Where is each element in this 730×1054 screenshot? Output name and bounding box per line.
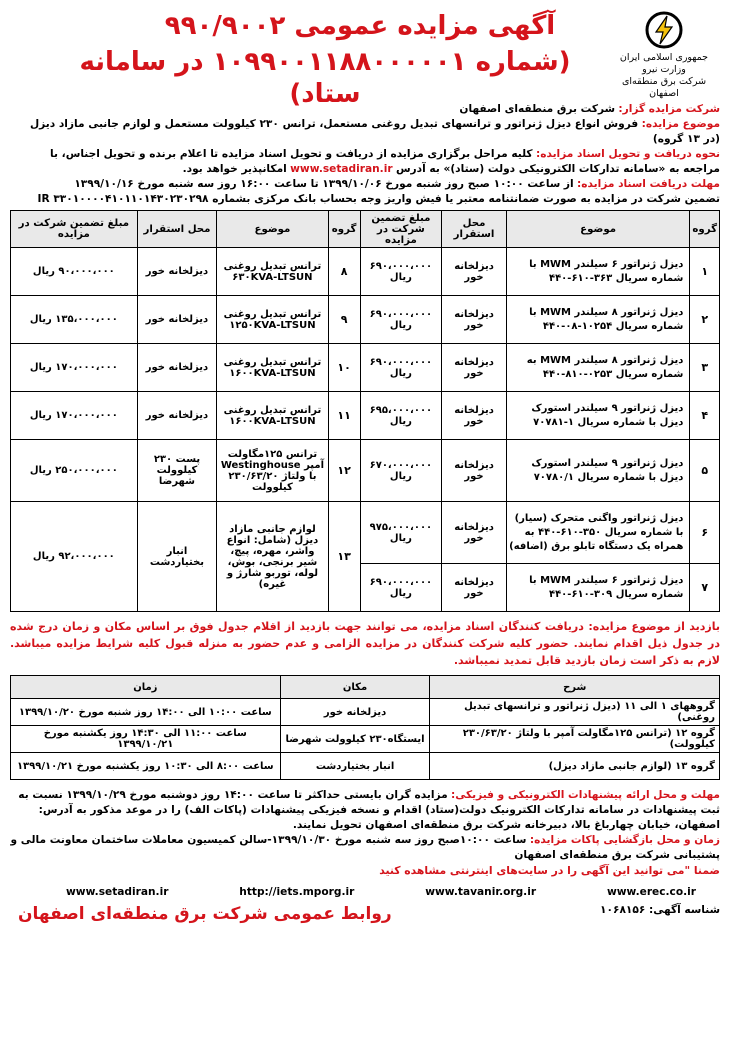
cell-subject: دیزل ژنراتور ۹ سیلندر استورک دیزل با شماره سریال ۱-۷۰۷۸۱ (506, 392, 690, 440)
cell-group: ۹ (328, 296, 360, 344)
cell-group: ۴ (690, 392, 720, 440)
visit-schedule-table (10, 675, 720, 780)
schedule-place: انبار بختیاردشت (280, 753, 430, 780)
cell-group: ۱۳ (328, 502, 360, 612)
internet-note: ضمنا "می توانید این آگهی را در سایت‌های اینترنتی مشاهده کنید (379, 864, 720, 877)
header-subject: موضوع (506, 211, 690, 248)
cell-amount: ۹۷۵،۰۰۰،۰۰۰ ریال (360, 502, 442, 564)
auction-notice (10, 10, 720, 924)
ad-number: شناسه آگهی: ۱۰۶۸۱۵۶ (600, 904, 720, 916)
cell-group: ۲ (690, 296, 720, 344)
subject-label: موضوع مزایده: (641, 118, 720, 130)
cell-amount: ۱۷۰،۰۰۰،۰۰۰ ریال (11, 344, 138, 392)
header-group: گروه (690, 211, 720, 248)
schedule-place: ایستگاه۲۳۰ کیلوولت شهرضا (280, 726, 430, 753)
opening-label: زمان و محل بازگشایی پاکات مزایده: (529, 834, 720, 846)
cell-subject: دیزل ژنراتور ۸ سیلندر MWM به شماره سریال ۰۲۵۳-۸۱۰-۴۴۰ (506, 344, 690, 392)
site-link-tavanir[interactable]: www.tavanir.org.ir (425, 886, 537, 898)
cell-subject: ترانس تبدیل روغنی ۱۶۰۰KVA-LTSUN (217, 344, 328, 392)
table-row (11, 502, 720, 564)
subject-text: فروش انواع دیزل ژنراتور و ترانسهای تبدیل روغنی مستعمل، ترانس ۲۳۰ کیلوولت مستعمل و لوازم جانبی مازاد دیزل (در ۱۳ گروه) (29, 118, 720, 145)
cell-group: ۱۰ (328, 344, 360, 392)
cell-amount: ۹۰،۰۰۰،۰۰۰ ریال (11, 248, 138, 296)
cell-location: دیزلخانه خور (442, 392, 507, 440)
header-location: محل استقرار (442, 211, 507, 248)
cell-subject: دیزل ژنراتور ۸ سیلندر MWM با شماره سریال ۱۰۲۵۴-۰۸-۴۴۰ (506, 296, 690, 344)
cell-amount: ۶۷۰،۰۰۰،۰۰۰ ریال (360, 440, 442, 502)
logo-line-2: وزارت نیرو (642, 64, 686, 75)
schedule-row (11, 699, 720, 726)
cell-location: دیزلخانه خور (137, 344, 217, 392)
schedule-header-time: زمان (11, 676, 281, 699)
cell-amount: ۲۵۰،۰۰۰،۰۰۰ ریال (11, 440, 138, 502)
cell-subject: دیزل ژنراتور ۶ سیلندر MWM با شماره سریال ۳۶۳-۶۱۰-۴۴۰ (506, 248, 690, 296)
cell-location: دیزلخانه خور (442, 248, 507, 296)
header-subject-2: موضوع (217, 211, 328, 248)
header-amount: مبلغ تضمین شرکت در مزایده (360, 211, 442, 248)
cell-location: پست ۲۳۰ کیلوولت شهرضا (137, 440, 217, 502)
cell-group: ۶ (690, 502, 720, 564)
cell-group: ۱۱ (328, 392, 360, 440)
table-row (11, 248, 720, 296)
schedule-time: ساعت ۱۰:۰۰ الی ۱۴:۰۰ روز شنبه مورخ ۱۳۹۹/۱۰/۲۰ (11, 699, 281, 726)
cell-subject: ترانس تبدیل روغنی ۶۳۰KVA-LTSUN (217, 248, 328, 296)
notice-subtitle: (شماره ۱۰۹۹۰۰۱۱۸۸۰۰۰۰۰۱ در سامانه ستاد) (79, 47, 571, 109)
deadline-text: از ساعت ۱۰:۰۰ صبح روز شنبه مورخ ۱۳۹۹/۱۰/۰۶ تا ساعت ۱۶:۰۰ روز سه شنبه مورخ ۱۳۹۹/۱۰/۱۶ (74, 178, 574, 190)
schedule-header-row (11, 676, 720, 699)
company-logo (612, 10, 716, 100)
schedule-place: دیزلخانه خور (280, 699, 430, 726)
company-name: شرکت برق منطقه‌ای اصفهان (459, 103, 616, 115)
schedule-time: ساعت ۸:۰۰ الی ۱۰:۳۰ روز یکشنبه مورخ ۱۳۹۹/۱۰/۲۱ (11, 753, 281, 780)
table-row (11, 344, 720, 392)
cell-amount: ۶۹۰،۰۰۰،۰۰۰ ریال (360, 564, 442, 612)
table-header-row (11, 211, 720, 248)
docs-end-text: امکانپذیر خواهد بود. (182, 163, 287, 175)
table-row (11, 440, 720, 502)
cell-subject: دیزل ژنراتور ۹ سیلندر استورک دیزل با شماره سریال ۷۰۷۸۰/۱ (506, 440, 690, 502)
cell-location: دیزلخانه خور (442, 564, 507, 612)
cell-subject: دیزل ژنراتور ۶ سیلندر MWM با شماره سریال ۳۰۹-۶۱۰-۴۴۰ (506, 564, 690, 612)
public-relations-signature: روابط عمومی شرکت برق منطقه‌ای اصفهان (18, 904, 392, 924)
site-link-setadiran[interactable]: www.setadiran.ir (66, 886, 169, 898)
company-label: شرکت مزایده گزار: (618, 103, 720, 115)
schedule-header-place: مکان (280, 676, 430, 699)
cell-group: ۵ (690, 440, 720, 502)
notice-info (10, 102, 720, 207)
cell-subject: دیزل ژنراتور واگنی متحرک (سیار) با شماره سریال ۳۵۰-۶۱۰-۴۴۰ به همراه یک دستگاه تابلو برق (اضافه) (506, 502, 690, 564)
cell-group: ۸ (328, 248, 360, 296)
header-location-2: محل استقرار (137, 211, 217, 248)
submit-text: مزایده گران بایستی حداکثر تا ساعت ۱۴:۰۰ روز دوشنبه مورخ ۱۳۹۹/۱۰/۲۹ نسبت به ثبت پیشنهادات در سامانه تدارکات الکترونیک دولت(ستاد) اقدام و نسخه فیزیکی پیشنهادات (پاکات الف) را در موعد مذکور به آدرس: اصفهان، خیابان چهارباغ بالا، دبیرخانه شرکت برق منطقه‌ای اصفهان تحویل نمایند. (18, 789, 720, 831)
logo-line-1: جمهوری اسلامی ایران (619, 52, 709, 63)
setad-link[interactable]: www.setadiran.ir (290, 163, 393, 175)
header-amount-2: مبلغ تضمین شرکت در مزایده (11, 211, 138, 248)
cell-location: دیزلخانه خور (442, 502, 507, 564)
cell-group: ۱۲ (328, 440, 360, 502)
submit-label: مهلت و محل ارائه پیشنهادات الکترونیکی و فیزیکی: (451, 789, 720, 801)
site-link-erec[interactable]: www.erec.co.ir (606, 886, 696, 898)
guarantee-text: تضمین شرکت در مزایده به صورت ضمانتنامه معتبر یا فیش واریز وجه بحساب بانک مرکزی بشماره IR ۳۳۰۱۰۰۰۰۴۱۰۱۱۰۱۴۳۰۲۳۰۲۹۸ (37, 193, 720, 205)
cell-subject: ترانس ۱۲۵مگاولت آمپر Westinghouse با ولتاژ ۲۳۰/۶۳/۲۰ کیلوولت (217, 440, 328, 502)
site-link-iets[interactable]: http://iets.mporg.ir (239, 886, 355, 898)
schedule-desc: گروه ۱۲ (ترانس ۱۲۵مگاولت آمپر با ولتاژ ۲۳۰/۶۳/۲۰ کیلوولت) (430, 726, 720, 753)
cell-location: دیزلخانه خور (137, 296, 217, 344)
schedule-header-desc: شرح (430, 676, 720, 699)
logo-line-3: شرکت برق منطقه‌ای اصفهان (621, 76, 707, 99)
cell-amount: ۶۹۵،۰۰۰،۰۰۰ ریال (360, 392, 442, 440)
cell-subject: ترانس تبدیل روغنی ۱۲۵۰KVA-LTSUN (217, 296, 328, 344)
schedule-row (11, 753, 720, 780)
header-group-2: گروه (328, 211, 360, 248)
cell-location: دیزلخانه خور (137, 248, 217, 296)
cell-location: دیزلخانه خور (442, 296, 507, 344)
notice-footer (10, 788, 720, 878)
schedule-desc: گروه ۱۳ (لوازم جانبی مازاد دیزل) (430, 753, 720, 780)
cell-amount: ۱۷۰،۰۰۰،۰۰۰ ریال (11, 392, 138, 440)
auction-items-table (10, 210, 720, 612)
cell-amount: ۶۹۰،۰۰۰،۰۰۰ ریال (360, 296, 442, 344)
cell-location: انبار بختیاردشت (137, 502, 217, 612)
schedule-time: ساعت ۱۱:۰۰ الی ۱۴:۳۰ روز یکشنبه مورخ ۱۳۹۹/۱۰/۲۱ (11, 726, 281, 753)
lightning-bolt-icon (644, 10, 684, 50)
cell-subject: لوازم جانبی مازاد دیزل (شامل: انواع واشر، مهره، پیچ، شیر برنجی، بوش، لوله، توربو شارژ و غیره) (217, 502, 328, 612)
visit-notice: بازدید از موضوع مزایده: دریافت کنندگان اسناد مزایده، می توانند جهت بازدید از اقلام جدول فوق بر اساس مکان و زمان درج شده در جدول ذیل اقدام نمایند. حضور کلیه شرکت کنندگان در مزایده الزامی و عدم حضور به منزله قبول کلیه شرایط مزایده میباشد. لازم به ذکر است زمان بازدید قابل تمدید نمیباشد. (10, 620, 720, 667)
table-row (11, 392, 720, 440)
deadline-label: مهلت دریافت اسناد مزایده: (577, 178, 720, 190)
cell-amount: ۱۳۵،۰۰۰،۰۰۰ ریال (11, 296, 138, 344)
cell-group: ۳ (690, 344, 720, 392)
docs-text: کلیه مراحل برگزاری مزایده از دریافت و تحویل اسناد مزایده تا اعلام برنده و تحویل اجناس، با مراجعه به «سامانه تدارکات الکترونیکی دولت (ستاد)» به آدرس (50, 148, 720, 175)
table-row (11, 296, 720, 344)
website-links (10, 886, 720, 898)
cell-amount: ۹۲،۰۰۰،۰۰۰ ریال (11, 502, 138, 612)
cell-subject: ترانس تبدیل روغنی ۱۶۰۰KVA-LTSUN (217, 392, 328, 440)
notice-title: آگهی مزایده عمومی ۹۹۰/۹۰۰۲ (164, 11, 556, 41)
notice-bottom (10, 904, 720, 934)
cell-location: دیزلخانه خور (442, 440, 507, 502)
cell-location: دیزلخانه خور (137, 392, 217, 440)
opening-text: ساعت ۱۰:۰۰صبح روز سه شنبه مورخ ۱۳۹۹/۱۰/۳۰-سالن کمیسیون معاملات ساختمان معاونت مالی و پشتیبانی شرکت برق منطقه‌ای اصفهان (10, 834, 720, 861)
cell-location: دیزلخانه خور (442, 344, 507, 392)
schedule-row (11, 726, 720, 753)
docs-label: نحوه دریافت و تحویل اسناد مزایده: (535, 148, 720, 160)
cell-amount: ۶۹۰،۰۰۰،۰۰۰ ریال (360, 344, 442, 392)
cell-group: ۷ (690, 564, 720, 612)
schedule-desc: گروههای ۱ الی ۱۱ (دیزل ژنراتور و ترانسهای تبدیل روغنی) (430, 699, 720, 726)
cell-group: ۱ (690, 248, 720, 296)
cell-amount: ۶۹۰،۰۰۰،۰۰۰ ریال (360, 248, 442, 296)
